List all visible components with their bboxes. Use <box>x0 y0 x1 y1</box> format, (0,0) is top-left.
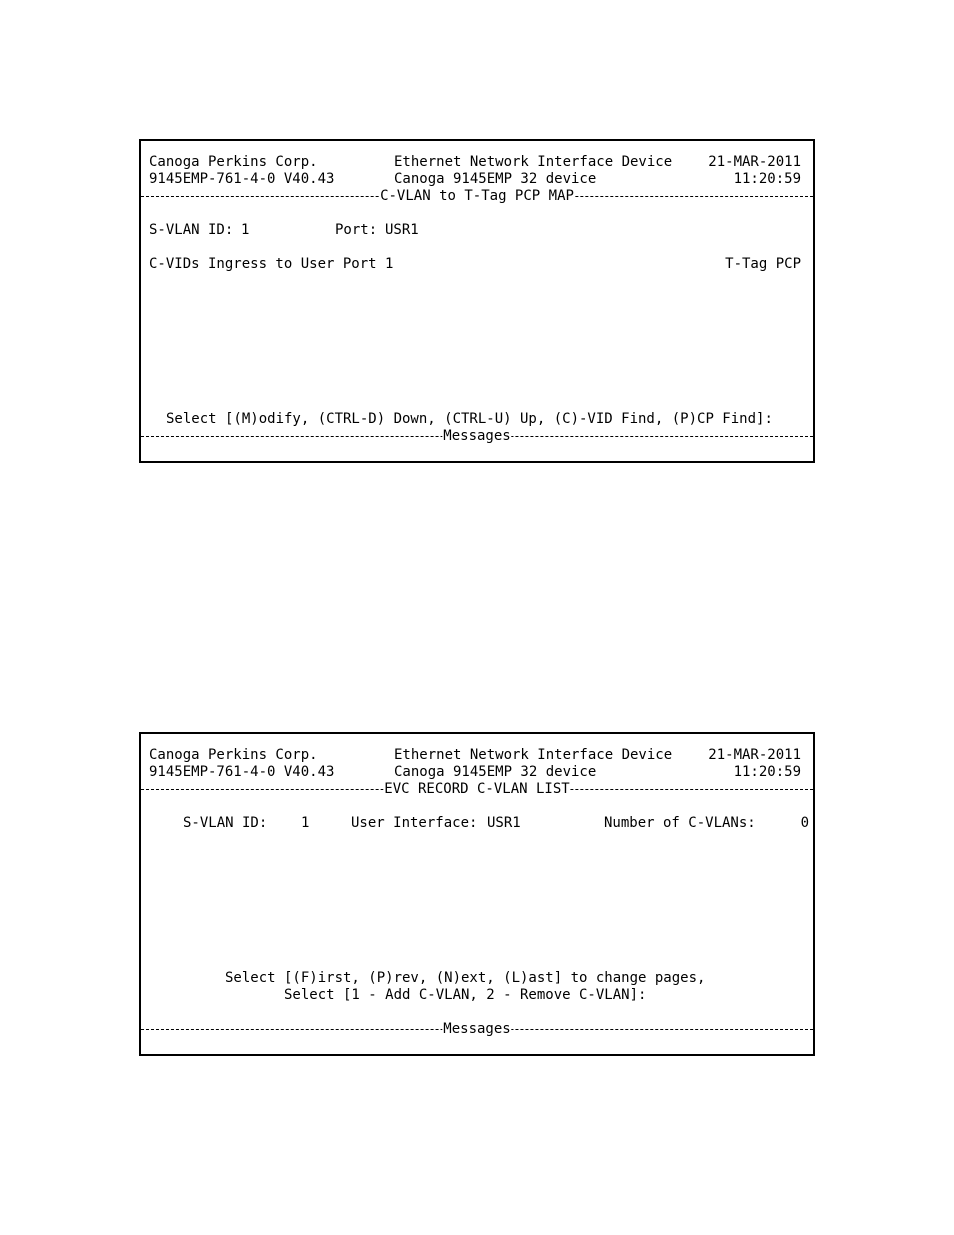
user-interface-label: User Interface: <box>351 815 478 831</box>
command-prompt-row[interactable] <box>141 411 813 428</box>
page-nav-prompt-row[interactable] <box>141 970 813 987</box>
header-time: 11:20:59 <box>733 171 801 187</box>
device-model: Canoga 9145EMP 32 device <box>394 764 597 780</box>
command-prompt[interactable]: Select [(M)odify, (CTRL-D) Down, (CTRL-U) Up, (C)-VID Find, (P)CP Find]: <box>166 411 773 427</box>
num-cvlans-label: Number of C-VLANs: <box>604 815 756 831</box>
svlan-info-row <box>141 815 813 832</box>
evc-cvlan-list-screen <box>139 732 815 1056</box>
page-nav-prompt[interactable]: Select [(F)irst, (P)rev, (N)ext, (L)ast] to change pages, <box>225 970 706 986</box>
messages-label: Messages <box>443 1021 511 1037</box>
header-date: 21-MAR-2011 <box>708 154 801 170</box>
header-row-1 <box>141 154 813 171</box>
header-row-1 <box>141 747 813 764</box>
messages-label: Messages <box>443 428 511 444</box>
header-time: 11:20:59 <box>733 764 801 780</box>
ttag-pcp-heading: T-Tag PCP <box>725 256 801 272</box>
messages-divider <box>141 428 813 445</box>
cvids-heading: C-VIDs Ingress to User Port 1 <box>149 256 394 272</box>
header-row-2 <box>141 171 813 188</box>
company-name: Canoga Perkins Corp. <box>149 747 318 763</box>
add-remove-prompt[interactable]: Select [1 - Add C-VLAN, 2 - Remove C-VLAN]: <box>284 987 647 1003</box>
section-title: C-VLAN to T-Tag PCP MAP <box>380 188 574 204</box>
firmware-version: 9145EMP-761-4-0 V40.43 <box>149 171 335 187</box>
messages-divider <box>141 1021 813 1038</box>
section-title: EVC RECORD C-VLAN LIST <box>384 781 570 797</box>
company-name: Canoga Perkins Corp. <box>149 154 318 170</box>
section-title-divider <box>141 188 813 205</box>
svlan-id-label: S-VLAN ID: <box>183 815 268 831</box>
column-headings-row <box>141 256 813 273</box>
device-type: Ethernet Network Interface Device <box>394 747 673 763</box>
header-row-2 <box>141 764 813 781</box>
svlan-id-label: S-VLAN ID: <box>149 222 234 238</box>
svlan-id-value: 1 <box>241 222 250 238</box>
firmware-version: 9145EMP-761-4-0 V40.43 <box>149 764 335 780</box>
user-interface-value: USR1 <box>487 815 521 831</box>
cvlan-pcp-map-screen <box>139 139 815 463</box>
num-cvlans-value: 0 <box>800 815 809 831</box>
add-remove-prompt-row[interactable] <box>141 987 813 1004</box>
port-value: USR1 <box>385 222 419 238</box>
port-label: Port: <box>335 222 378 238</box>
device-model: Canoga 9145EMP 32 device <box>394 171 597 187</box>
header-date: 21-MAR-2011 <box>708 747 801 763</box>
device-type: Ethernet Network Interface Device <box>394 154 673 170</box>
svlan-row <box>141 222 813 239</box>
svlan-id-value: 1 <box>301 815 310 831</box>
section-title-divider <box>141 781 813 798</box>
